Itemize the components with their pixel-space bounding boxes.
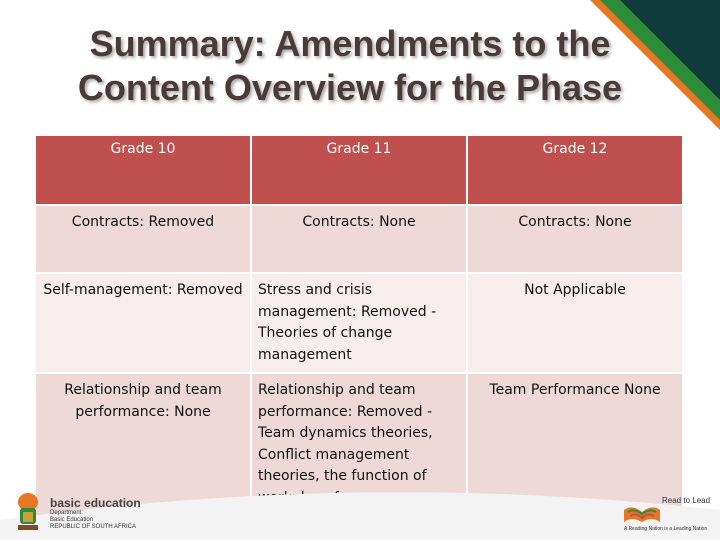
table-cell: Contracts: Removed — [36, 206, 250, 272]
header-grade-12: Grade 12 — [468, 136, 682, 204]
table-cell: Team Performance None — [468, 374, 682, 515]
title-line-1: Summary: Amendments to the — [89, 23, 611, 64]
table-cell: Stress and crisis management: Removed - Theories of change management — [252, 274, 466, 372]
table-cell: Relationship and team performance: None — [36, 374, 250, 515]
table-row — [36, 206, 682, 272]
table-cell: Contracts: None — [252, 206, 466, 272]
dbe-logo-sub1: Department: — [50, 510, 84, 516]
header-grade-10: Grade 10 — [36, 136, 250, 204]
read-to-lead-text: Read to Lead — [662, 496, 711, 505]
table-cell: Not Applicable — [468, 274, 682, 372]
dbe-logo-sub3: REPUBLIC OF SOUTH AFRICA — [50, 524, 137, 530]
coat-of-arms-icon — [10, 490, 46, 534]
table-cell: Self-management: Removed — [36, 274, 250, 372]
read-to-lead-logo — [612, 490, 717, 538]
title-line-2: Content Overview for the Phase — [77, 67, 623, 108]
table-cell: Relationship and team performance: Removed - Team dynamics theories, Conflict management theories, the function of — [252, 374, 466, 515]
dbe-logo-sub2: Basic Education — [50, 517, 94, 523]
open-book-icon — [622, 504, 662, 524]
table-cell: Contracts: None — [468, 206, 682, 272]
amendments-table — [34, 134, 684, 517]
dbe-logo — [10, 490, 190, 534]
table-row — [36, 274, 682, 372]
header-grade-11: Grade 11 — [252, 136, 466, 204]
read-to-lead-tagline: A Reading Nation is a Leading Nation — [624, 526, 708, 532]
slide-title — [0, 22, 700, 110]
dbe-logo-main-text: basic education — [50, 496, 141, 510]
table-header-row — [36, 136, 682, 204]
